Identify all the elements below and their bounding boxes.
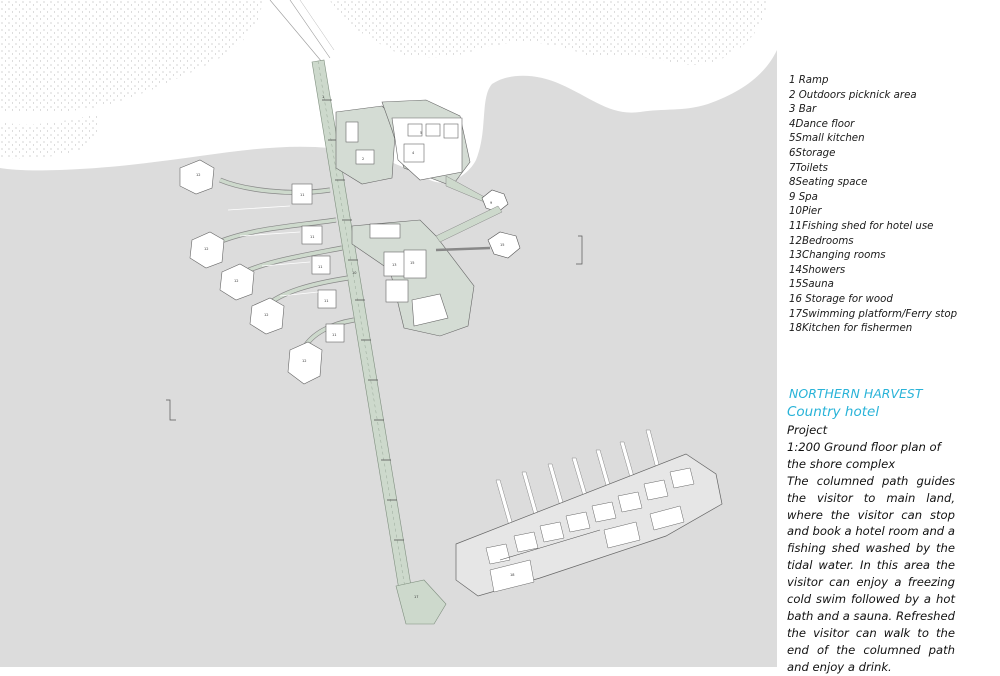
svg-text:5: 5 <box>420 131 423 135</box>
legend-item: 8Seating space <box>789 177 868 189</box>
legend-item: 18Kitchen for fishermen <box>789 323 913 335</box>
project-description-block <box>787 422 955 676</box>
svg-text:1: 1 <box>322 95 325 99</box>
svg-text:10: 10 <box>352 271 357 275</box>
legend-item: 15Sauna <box>789 279 834 291</box>
svg-text:12: 12 <box>234 279 239 283</box>
legend-item: 14Showers <box>789 264 846 276</box>
svg-text:18: 18 <box>510 573 515 577</box>
legend-item: 12Bedrooms <box>789 235 854 247</box>
legend-item: 7Toilets <box>789 162 828 174</box>
svg-text:12: 12 <box>204 247 209 251</box>
svg-text:9: 9 <box>490 201 493 205</box>
legend-item: 2 Outdoors picknick area <box>789 89 917 101</box>
plan-scale-label: 1:200 Ground floor plan of the shore complex <box>787 439 941 471</box>
svg-text:11: 11 <box>318 265 323 269</box>
legend-item: 16 Storage for wood <box>789 293 893 305</box>
svg-text:12: 12 <box>196 173 201 177</box>
svg-text:11: 11 <box>324 299 329 303</box>
legend-item: 17Swimming platform/Ferry stop <box>789 308 958 320</box>
legend-item: 13Changing rooms <box>789 250 886 262</box>
legend-item: 3 Bar <box>789 104 817 116</box>
svg-text:15: 15 <box>500 243 505 247</box>
svg-text:15: 15 <box>410 261 415 265</box>
project-title: NORTHERN HARVEST <box>789 386 923 401</box>
bar-complex <box>336 100 470 186</box>
end-platform <box>396 580 446 624</box>
legend-item: 5Small kitchen <box>789 133 865 145</box>
legend-item: 1 Ramp <box>789 75 829 86</box>
svg-text:11: 11 <box>310 235 315 239</box>
svg-text:11: 11 <box>300 193 305 197</box>
svg-text:11: 11 <box>332 333 337 337</box>
legend-list <box>789 74 989 337</box>
svg-text:17: 17 <box>414 595 419 599</box>
description-text: The columned path guides the visitor to main land, where the visitor can stop and book a hotel room and a fishing shed washed by the tidal water. In this area the visitor can enjoy a freezing cold swim followed by a hot bath and a sauna. Refreshed the visitor can walk to the end of the columned path and enjoy a drink. <box>787 473 955 674</box>
legend-item: 10Pier <box>789 206 822 218</box>
svg-text:2: 2 <box>362 157 365 161</box>
east-wing <box>352 220 474 336</box>
svg-text:12: 12 <box>302 359 307 363</box>
legend-item: 4Dance floor <box>789 118 855 130</box>
svg-text:13: 13 <box>392 263 397 267</box>
project-subtitle: Country hotel <box>787 404 880 420</box>
legend-item: 11Fishing shed for hotel use <box>789 220 934 232</box>
svg-text:4: 4 <box>412 151 415 155</box>
legend-item: 9 Spa <box>789 191 818 203</box>
legend-item: 6Storage <box>789 147 836 159</box>
svg-text:12: 12 <box>264 313 269 317</box>
project-label: Project <box>787 423 828 437</box>
